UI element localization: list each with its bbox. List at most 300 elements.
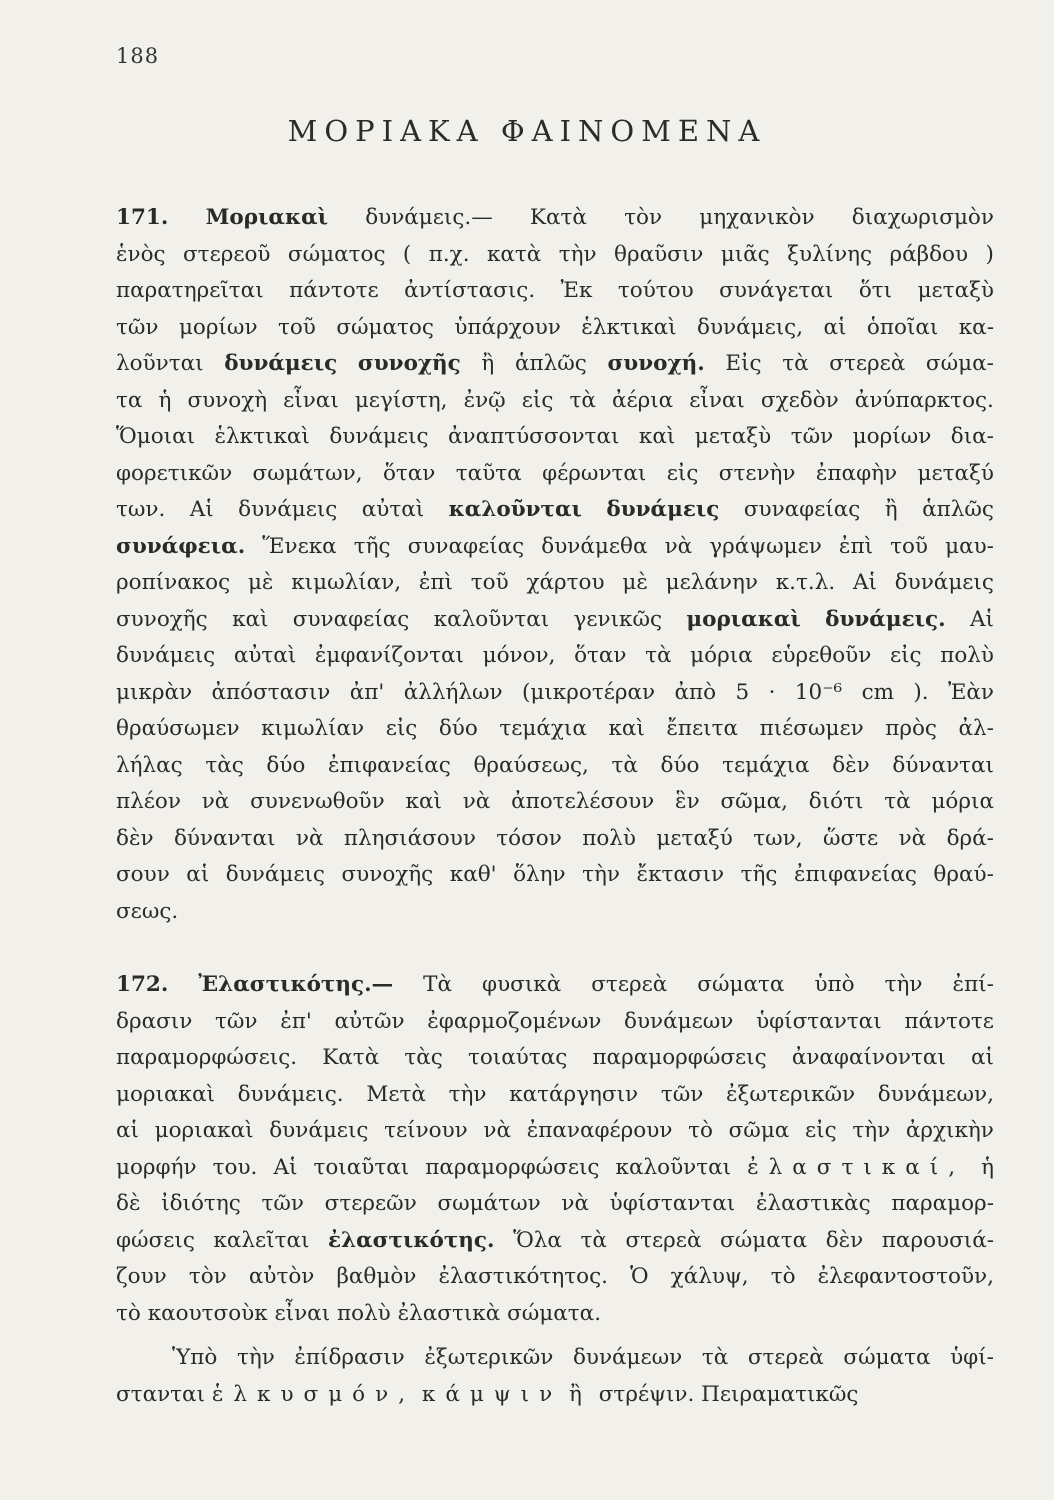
text-line — [116, 310, 994, 347]
word: μὲ — [622, 570, 648, 595]
word: παραμορφώσεις. — [116, 1045, 298, 1070]
word: καλοῦνται — [615, 1154, 732, 1180]
word: τοιαύτας — [467, 1045, 568, 1070]
word: μιᾶς — [720, 241, 770, 267]
text-line — [116, 1113, 994, 1150]
word: νὰ — [201, 789, 230, 814]
word: ὑφί- — [950, 1345, 994, 1370]
word: σῶμα — [728, 1118, 790, 1143]
word: δυνάμεις — [329, 424, 429, 449]
word: τῆς — [353, 533, 391, 559]
word: ἀποτελέσουν — [511, 789, 655, 814]
word: πάντοτε — [904, 1008, 994, 1034]
word: δυνάμεις, — [697, 314, 804, 340]
word: 172. — [116, 972, 169, 997]
page-number: 188 — [116, 44, 160, 68]
word: ὑφίστανται — [609, 1191, 736, 1216]
word: Αἱ — [969, 606, 994, 632]
word: ). — [913, 679, 929, 705]
word: ἡ — [981, 1154, 994, 1180]
word: αἱ — [116, 1118, 139, 1143]
word: συνοχὴ — [187, 387, 268, 413]
word: τὸν — [188, 1264, 227, 1289]
word: Μοριακαὶ — [205, 205, 329, 230]
word: σουν — [116, 862, 170, 887]
word: τόσον — [496, 825, 562, 851]
word: πολὺ — [582, 825, 636, 851]
word: συναφείας — [292, 606, 410, 632]
word: πιέσωμεν — [759, 716, 864, 741]
word: ἀπ' — [349, 679, 385, 705]
word: ἐλαστικὰς — [755, 1191, 871, 1216]
word: τῶν — [261, 1191, 304, 1216]
word: νὰ — [483, 1118, 512, 1143]
word: τὴν — [558, 241, 597, 267]
word: Ὅλα — [513, 1227, 562, 1253]
word: διότι — [808, 789, 864, 814]
text-line — [116, 383, 994, 420]
word: αὐταὶ — [233, 643, 297, 668]
word: συνάφεια. — [116, 533, 246, 559]
word: τὰ — [580, 1227, 607, 1253]
word: Αἱ — [852, 570, 877, 595]
word: σώματα. — [507, 1300, 602, 1326]
word: τὴν — [582, 862, 621, 887]
word: σώματα — [843, 1345, 931, 1370]
text-line — [116, 456, 994, 493]
word: ἐξωτερικῶν — [424, 1345, 554, 1370]
text-line — [116, 346, 994, 383]
word: τὰ — [645, 643, 672, 668]
word: (μικροτέραν — [522, 679, 656, 705]
word: ἐπ' — [280, 1008, 312, 1034]
word: κάμψιν — [421, 1381, 563, 1407]
word: συναφείας — [407, 533, 525, 559]
word: διαχωρισμὸν — [851, 205, 994, 230]
word: ἁπλῶς — [922, 497, 994, 522]
word: κατάργησιν — [509, 1081, 639, 1107]
word: εἰς — [666, 460, 699, 486]
word: εἰς — [385, 716, 418, 741]
word: λοῦνται — [116, 351, 204, 376]
word: πάντοτε — [289, 278, 379, 303]
text-line — [116, 1223, 994, 1260]
text-line — [116, 1259, 994, 1296]
word: τὸν — [624, 205, 663, 230]
word: δυνάμεις — [894, 570, 994, 595]
word: νὰ — [462, 789, 491, 814]
word: στερεὰ — [625, 1227, 702, 1253]
word: Αἱ — [273, 1154, 298, 1180]
word: χάλυψ, — [670, 1264, 749, 1289]
word: συνάγεται — [719, 278, 834, 303]
word: ζουν — [116, 1264, 167, 1289]
word: εἰς — [889, 643, 922, 668]
text-line — [116, 419, 994, 456]
word: καλεῖται — [213, 1227, 310, 1253]
word: συνοχή. — [607, 351, 705, 376]
text-line — [116, 1186, 994, 1223]
word: συνοχῆς — [341, 862, 434, 887]
word: μεγίστη, — [354, 387, 448, 413]
word: Ὅμοιαι — [116, 424, 196, 449]
word: μορίων — [178, 314, 258, 340]
word: μηχανικὸν — [699, 205, 815, 230]
word: Πειραματικῶς — [701, 1381, 859, 1407]
word: αἱ — [971, 1045, 994, 1070]
word: τῆς — [740, 862, 778, 887]
word: τὰ — [569, 387, 596, 413]
word: ἡ — [158, 387, 172, 413]
word: δυνάμεις. — [825, 606, 946, 632]
word: ξυλίνης — [787, 241, 873, 267]
word: τὸ — [116, 1300, 141, 1326]
word: μόρια — [690, 643, 753, 668]
word: σώματα — [697, 972, 785, 997]
word: ἔπειτα — [666, 716, 739, 741]
text-line — [116, 1150, 994, 1187]
word: τοῦ — [277, 314, 316, 340]
word: δυνάμεων — [572, 1345, 683, 1370]
word: ἐλαστικὰ — [397, 1300, 501, 1326]
word: ὅταν — [574, 643, 627, 668]
word: των, — [753, 825, 803, 851]
word: ἔκτασιν — [636, 862, 725, 887]
text-line — [116, 857, 994, 894]
word: ροπίνακος — [116, 570, 231, 595]
word: ἐπαφὴν — [815, 460, 898, 486]
word: τῶν — [660, 1081, 704, 1107]
text-line — [116, 565, 994, 602]
word: παρουσιά- — [881, 1227, 994, 1253]
word: δυνάμεις — [224, 351, 338, 376]
word: του. — [212, 1154, 258, 1180]
text-line — [116, 1040, 994, 1077]
word: μεταξὺ — [917, 278, 994, 303]
word: Ὁ — [630, 1264, 649, 1289]
word: γράψωμεν — [709, 533, 822, 559]
word: τῶν — [214, 1008, 258, 1034]
word: τὴν — [852, 1118, 891, 1143]
word: ἐξωτερικῶν — [726, 1081, 856, 1107]
word: ἐπαναφέρουν — [526, 1118, 673, 1143]
text-line — [116, 821, 994, 858]
word: μεταξύ — [656, 825, 733, 851]
word: φορετικῶν — [116, 460, 233, 486]
word: μορίων — [852, 424, 932, 449]
word: φώσεις — [116, 1227, 195, 1253]
word: ἢ — [481, 351, 495, 376]
word: καλοῦνται — [433, 606, 550, 632]
word: δυνάμεων, — [877, 1081, 994, 1107]
section-172 — [116, 967, 994, 1413]
word: θραῦσιν — [614, 241, 704, 267]
word: ἐλεφαντοστοῦν, — [817, 1264, 994, 1289]
word: κα- — [958, 314, 994, 340]
word: δρασιν — [116, 1008, 193, 1034]
word: εἰς — [805, 1118, 837, 1143]
word: ἀλλήλων — [403, 679, 503, 705]
word: δυνάμεις — [269, 1118, 369, 1143]
word: ἐνῷ — [463, 387, 506, 413]
word: ὑπὸ — [814, 972, 855, 997]
word: πολὺ — [336, 1300, 391, 1326]
word: νὰ — [561, 1191, 589, 1216]
word: ἐπὶ — [838, 533, 874, 559]
word: σῶμα, — [720, 789, 788, 814]
word: συναφείας — [743, 497, 861, 522]
word: στανται — [116, 1381, 206, 1407]
word: εἶναι — [689, 387, 745, 413]
word: ἑλκτικαὶ — [214, 424, 310, 449]
section-171 — [116, 200, 994, 930]
word: δὲν — [832, 752, 870, 778]
word: τα — [116, 387, 143, 413]
word: μαυ- — [945, 533, 994, 559]
word: ὅτι — [858, 278, 893, 303]
word: μορφήν — [116, 1154, 197, 1180]
word: ἢ — [569, 1381, 592, 1407]
word: καουτσοὺκ — [147, 1300, 268, 1326]
text-line — [116, 492, 994, 529]
text-line — [116, 638, 994, 675]
word: Μετὰ — [366, 1081, 426, 1107]
text-line — [116, 273, 994, 310]
text-line — [116, 894, 994, 931]
word: δὲ — [116, 1191, 141, 1216]
word: τῶν — [790, 424, 834, 449]
word: στερεὰ — [747, 1345, 824, 1370]
word: δύο — [438, 716, 478, 741]
word: τὴν — [236, 1345, 275, 1370]
word: παραμορφώσεις — [592, 1045, 767, 1070]
word: μικρὰν — [116, 679, 193, 705]
word: Ἐκ — [560, 278, 593, 303]
word: μεταξύ — [917, 460, 994, 486]
word: μόνον, — [482, 643, 556, 668]
word: παραμορ- — [891, 1191, 994, 1216]
text-line — [116, 967, 994, 1004]
word: καὶ — [638, 424, 676, 449]
word: ἐμφανίζονται — [314, 643, 464, 668]
text-line — [116, 529, 994, 566]
word: ἐπί- — [952, 972, 994, 997]
word: γενικῶς — [573, 606, 663, 632]
word: κιμωλίαν, — [291, 570, 402, 595]
word: δρά- — [946, 825, 994, 851]
word: καθ' — [449, 862, 497, 887]
word: θραύσεως, — [473, 752, 589, 778]
word: 171. — [116, 205, 169, 230]
word: Ὑπὸ — [172, 1345, 218, 1370]
word: ἐπίδρασιν — [294, 1345, 405, 1370]
word: · — [768, 679, 776, 705]
word: φυσικὰ — [482, 972, 562, 997]
word: δυνάμεις — [225, 862, 325, 887]
word: καὶ — [405, 789, 442, 814]
word: ἁπλῶς — [514, 351, 587, 376]
word: δυνάμεων — [624, 1008, 734, 1034]
word: ὅλην — [513, 862, 566, 887]
word: πολὺ — [940, 643, 994, 668]
word: τοῦ — [890, 533, 929, 559]
word: στρέψιν. — [598, 1381, 695, 1407]
word: ἐπὶ — [418, 570, 453, 595]
word: δυνάμεις — [116, 643, 216, 668]
word: ἐπιφανείας — [794, 862, 917, 887]
word: ἀνύπαρκτος. — [854, 387, 994, 413]
word: ) — [985, 241, 994, 267]
word: Κατὰ — [322, 1045, 380, 1070]
word: παρατηρεῖται — [116, 278, 264, 303]
text-line — [116, 1377, 994, 1414]
word: στενὴν — [718, 460, 796, 486]
word: σώμα- — [925, 351, 994, 376]
word: ταῦτα — [455, 460, 522, 486]
word: δυνάμεις. — [237, 1081, 344, 1107]
text-line — [116, 200, 994, 237]
word: τεμάχια — [722, 752, 810, 778]
word: νὰ — [898, 825, 927, 851]
word: δὲν — [825, 1227, 864, 1253]
word: πλησιάσουν — [343, 825, 476, 851]
word: σωμάτων, — [252, 460, 363, 486]
page-body — [116, 200, 994, 1413]
word: ὥστε — [822, 825, 879, 851]
word: ἑνὸς — [116, 241, 166, 267]
word: ( — [402, 241, 412, 267]
word: παραμορφώσεις — [425, 1154, 600, 1180]
word: cm — [861, 679, 895, 705]
word: ἀντίστασις. — [404, 278, 536, 303]
word: τὰ — [782, 351, 809, 376]
word: συνοχῆς — [116, 606, 208, 632]
word: τοῦ — [470, 570, 509, 595]
word: καλοῦνται — [448, 497, 582, 522]
text-line — [116, 602, 994, 639]
word: τὰς — [205, 752, 244, 778]
word: ἰδιότης — [161, 1191, 241, 1216]
word: τὰ — [884, 789, 911, 814]
word: αὐτῶν — [334, 1008, 405, 1034]
word: θραύ- — [933, 862, 994, 887]
chapter-title: ΜΟΡΙΑΚΑ ΦΑΙΝΟΜΕΝΑ — [287, 114, 767, 148]
word: εἶναι — [274, 1300, 331, 1326]
word: δυνάμεθα — [541, 533, 648, 559]
word: μόρια — [931, 789, 994, 814]
word: δυνάμεις.— — [365, 205, 493, 230]
word: ὑφίστανται — [756, 1008, 882, 1034]
word: σώματα — [720, 1227, 808, 1253]
word: αὐτὸν — [248, 1264, 315, 1289]
word: σχεδὸν — [760, 387, 839, 413]
word: μοριακαὶ — [116, 1081, 215, 1107]
word: τούτου — [617, 278, 694, 303]
word: ἀπόστασιν — [211, 679, 331, 705]
word: Ἕνεκα — [262, 533, 337, 559]
word: τὴν — [884, 972, 923, 997]
text-line — [116, 784, 994, 821]
word: πρὸς — [885, 716, 937, 741]
word: μοριακαὶ — [154, 1118, 254, 1143]
word: μελάνην — [665, 570, 758, 595]
word: 5 — [735, 679, 750, 705]
word: δύο — [266, 752, 306, 778]
word: τὰ — [611, 752, 638, 778]
word: ράβδου — [889, 241, 969, 267]
word: κ.τ.λ. — [775, 570, 836, 595]
text-line — [116, 711, 994, 748]
word: φέρωνται — [542, 460, 647, 486]
word: τὸ — [688, 1118, 713, 1143]
word: ἑλκτικαὶ — [581, 314, 677, 340]
word: τεμάχια — [499, 716, 587, 741]
word: λήλας — [116, 752, 183, 778]
text-line — [116, 675, 994, 712]
word: μὲ — [247, 570, 274, 595]
word: νὰ — [664, 533, 693, 559]
word: Τὰ — [423, 972, 452, 997]
word: δυνάμεις — [238, 497, 338, 522]
word: σωμάτων — [437, 1191, 541, 1216]
word: Αἱ — [189, 497, 214, 522]
word: ἐλαστικότητος. — [438, 1264, 608, 1289]
word: ὁποῖαι — [866, 314, 939, 340]
word: δυνάμεις — [606, 497, 720, 522]
word: δύνανται — [173, 825, 276, 851]
word: πλέον — [116, 789, 181, 814]
word: βαθμὸν — [336, 1264, 417, 1289]
word: συνοχῆς — [357, 351, 461, 376]
word: Ἐὰν — [948, 679, 994, 705]
word: ἐπιφανείας — [327, 752, 451, 778]
word: δια- — [950, 424, 994, 449]
word: π.χ. — [428, 241, 470, 267]
word: Ἐλαστικότης.— — [198, 972, 394, 997]
word: τὰ — [701, 1345, 729, 1370]
text-line — [116, 237, 994, 274]
word: δύο — [660, 752, 700, 778]
word: καὶ — [232, 606, 269, 632]
word: κιμωλίαν — [261, 716, 365, 741]
word: ἀναπτύσσονται — [447, 424, 620, 449]
word: δὲν — [116, 825, 154, 851]
text-line — [116, 1077, 994, 1114]
word: αἱ — [186, 862, 210, 887]
paragraph-gap — [116, 1332, 994, 1340]
word: ἐφαρμοζομένων — [427, 1008, 602, 1034]
word: τὸ — [770, 1264, 796, 1289]
word: ἐλαστικαί, — [747, 1154, 966, 1180]
word: νὰ — [295, 825, 324, 851]
word: ἐλαστικότης. — [327, 1227, 495, 1253]
text-line — [116, 748, 994, 785]
word: 10⁻⁶ — [794, 679, 843, 705]
word: Κατὰ — [529, 205, 587, 230]
word: ὅταν — [382, 460, 436, 486]
word: σεως. — [116, 898, 179, 924]
word: εἶναι — [283, 387, 339, 413]
text-line — [116, 1340, 994, 1377]
word: εὑρεθοῦν — [771, 643, 872, 668]
section-gap — [116, 930, 994, 967]
word: στερεὰ — [829, 351, 906, 376]
word: τὰς — [404, 1045, 443, 1070]
word: ἀπὸ — [674, 679, 717, 705]
word: στερεῶν — [324, 1191, 417, 1216]
text-line — [116, 1296, 994, 1333]
word: τείνουν — [384, 1118, 468, 1143]
